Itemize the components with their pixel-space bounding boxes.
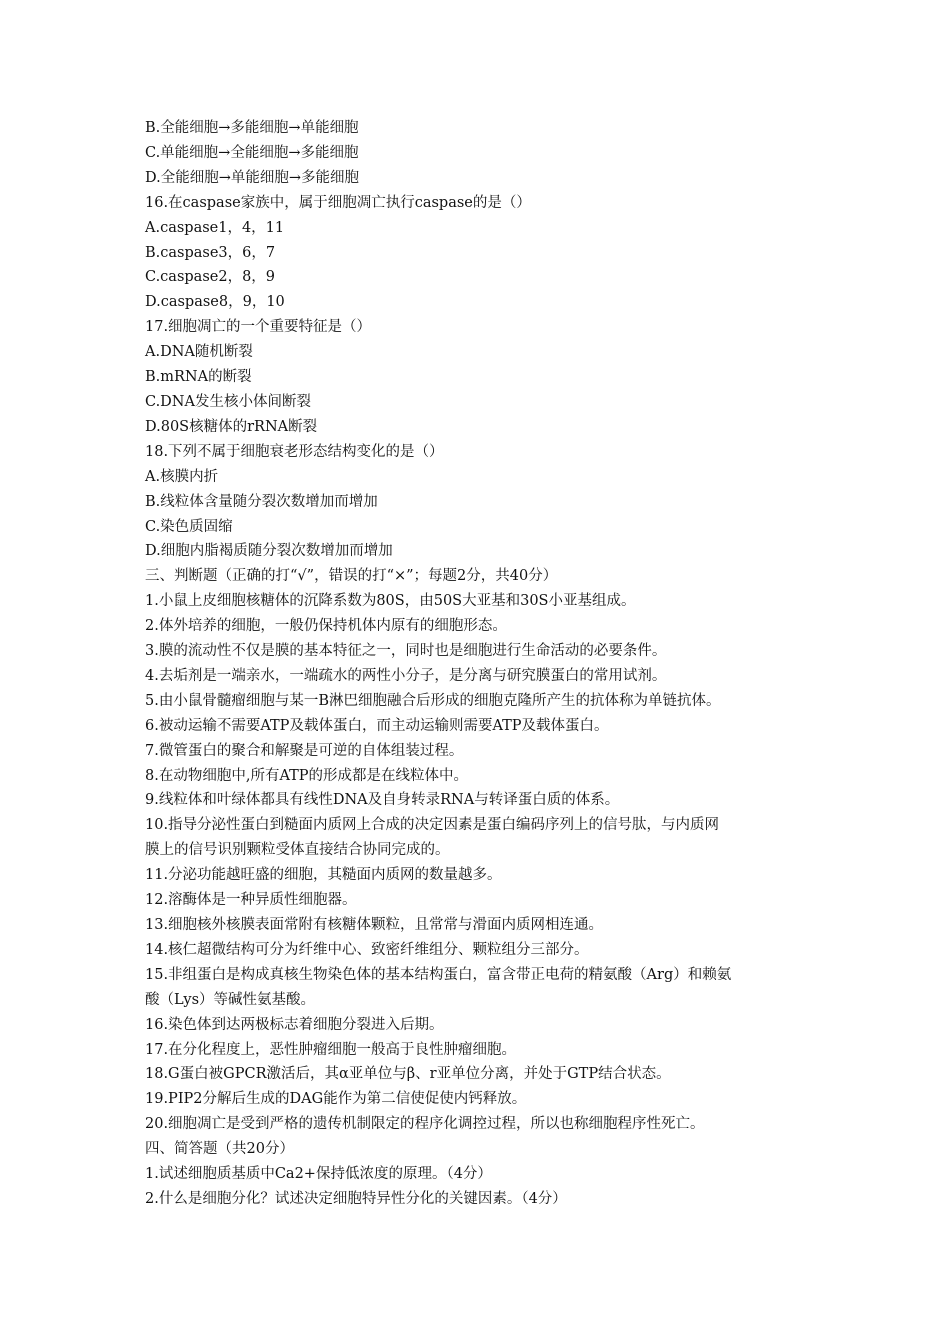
option-d-q17: D.80S核糖体的rRNA断裂	[145, 418, 318, 435]
judgement-15: 15.非组蛋白是构成真核生物染色体的基本结构蛋白，富含带正电荷的精氨酸（Arg）和赖氨	[145, 966, 732, 983]
option-c-q16: C.caspase2，8，9	[145, 269, 276, 286]
judgement-6: 6.被动运输不需要ATP及载体蛋白，而主动运输则需要ATP及载体蛋白。	[145, 717, 609, 734]
judgement-20: 20.细胞凋亡是受到严格的遗传机制限定的程序化调控过程，所以也称细胞程序性死亡。	[145, 1116, 705, 1133]
option-d-q15: D.全能细胞→单能细胞→多能细胞	[145, 169, 360, 186]
judgement-17: 17.在分化程度上，恶性肿瘤细胞一般高于良性肿瘤细胞。	[145, 1041, 517, 1058]
option-d-q16: D.caspase8，9，10	[145, 294, 285, 311]
section-heading-short-answer: 四、简答题（共20分）	[145, 1141, 294, 1158]
judgement-9: 9.线粒体和叶绿体都具有线性DNA及自身转录RNA与转译蛋白质的体系。	[145, 792, 620, 809]
option-a-q18: A.核膜内折	[145, 468, 219, 485]
option-d-q18: D.细胞内脂褐质随分裂次数增加而增加	[145, 543, 393, 560]
judgement-11: 11.分泌功能越旺盛的细胞，其糙面内质网的数量越多。	[145, 867, 502, 884]
judgement-15-continued: 酸（Lys）等碱性氨基酸。	[145, 991, 316, 1008]
judgement-8: 8.在动物细胞中,所有ATP的形成都是在线粒体中。	[145, 767, 469, 784]
judgement-13: 13.细胞核外核膜表面常附有核糖体颗粒，且常常与滑面内质网相连通。	[145, 917, 604, 933]
option-b-q18: B.线粒体含量随分裂次数增加而增加	[145, 493, 378, 510]
document-page	[145, 116, 815, 1212]
judgement-5: 5.由小鼠骨髓瘤细胞与某一B淋巴细胞融合后形成的细胞克隆所产生的抗体称为单链抗体。	[145, 692, 721, 709]
option-a-q17: A.DNA随机断裂	[145, 344, 253, 361]
judgement-10-continued: 膜上的信号识别颗粒受体直接结合协同完成的。	[145, 842, 450, 859]
question-16: 16.在caspase家族中，属于细胞凋亡执行caspase的是（）	[145, 194, 531, 211]
judgement-7: 7.微管蛋白的聚合和解聚是可逆的自体组装过程。	[145, 742, 464, 759]
judgement-14: 14.核仁超微结构可分为纤维中心、致密纤维组分、颗粒组分三部分。	[145, 941, 589, 958]
option-c-q17: C.DNA发生核小体间断裂	[145, 393, 311, 410]
short-answer-2: 2.什么是细胞分化？试述决定细胞特异性分化的关键因素。（4分）	[145, 1190, 567, 1207]
question-17: 17.细胞凋亡的一个重要特征是（）	[145, 319, 372, 336]
judgement-4: 4.去垢剂是一端亲水，一端疏水的两性小分子，是分离与研究膜蛋白的常用试剂。	[145, 667, 667, 684]
judgement-16: 16.染色体到达两极标志着细胞分裂进入后期。	[145, 1016, 444, 1033]
option-c-q15: C.单能细胞→全能细胞→多能细胞	[145, 144, 359, 161]
judgement-1: 1.小鼠上皮细胞核糖体的沉降系数为80S，由50S大亚基和30S小亚基组成。	[145, 593, 636, 610]
option-c-q18: C.染色质固缩	[145, 518, 233, 535]
judgement-2: 2.体外培养的细胞，一般仍保持机体内原有的细胞形态。	[145, 618, 507, 635]
judgement-3: 3.膜的流动性不仅是膜的基本特征之一，同时也是细胞进行生命活动的必要条件。	[145, 643, 667, 660]
section-heading-judgement: 三、判断题（正确的打“√”，错误的打“×”；每题2分，共40分）	[145, 568, 558, 585]
option-a-q16: A.caspase1，4，11	[145, 219, 285, 236]
question-18: 18.下列不属于细胞衰老形态结构变化的是（）	[145, 443, 444, 460]
option-b-q17: B.mRNA的断裂	[145, 369, 252, 386]
judgement-18: 18.G蛋白被GPCR激活后，其α亚单位与β、r亚单位分离，并处于GTP结合状态。	[145, 1066, 671, 1083]
judgement-10: 10.指导分泌性蛋白到糙面内质网上合成的决定因素是蛋白编码序列上的信号肽，与内质网	[145, 817, 720, 834]
judgement-12: 12.溶酶体是一种异质性细胞器。	[145, 892, 357, 909]
option-b-q15: B.全能细胞→多能细胞→单能细胞	[145, 120, 359, 136]
option-b-q16: B.caspase3，6，7	[145, 244, 276, 261]
judgement-19: 19.PIP2分解后生成的DAG能作为第二信使促使内钙释放。	[145, 1091, 527, 1108]
short-answer-1: 1.试述细胞质基质中Ca2+保持低浓度的原理。（4分）	[145, 1166, 492, 1183]
